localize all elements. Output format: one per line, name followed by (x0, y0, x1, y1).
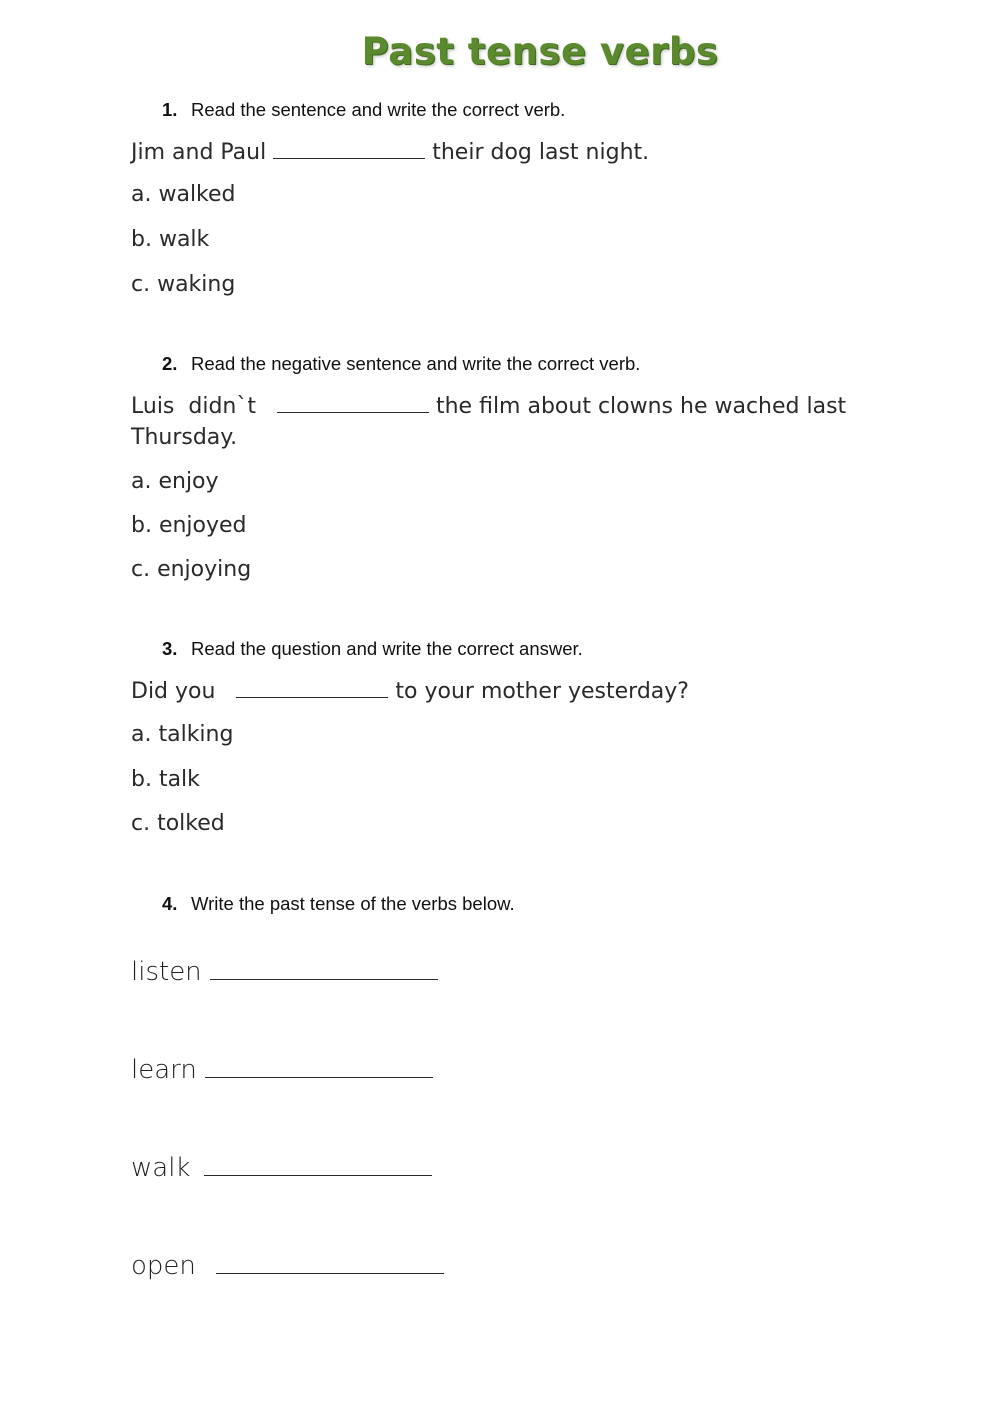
option-a: a. walked (131, 182, 236, 207)
question-4-instruction (162, 893, 515, 915)
verb-label: listen (131, 957, 202, 987)
verb-item-listen (131, 955, 438, 987)
option-c: c. enjoying (131, 557, 252, 582)
question-1-sentence (131, 138, 649, 165)
verb-answer-blank[interactable] (204, 1151, 432, 1176)
verb-item-learn (131, 1053, 433, 1085)
option-a: a. enjoy (131, 469, 219, 494)
option-b: b. talk (131, 767, 200, 792)
option-a: a. talking (131, 722, 234, 747)
sentence-start: Jim and Paul (131, 140, 267, 165)
instruction-text: Read the negative sentence and write the correct verb. (191, 353, 641, 374)
question-1-instruction (162, 99, 565, 121)
verb-answer-blank[interactable] (205, 1053, 433, 1078)
verb-label: learn (131, 1055, 197, 1085)
question-2-instruction (162, 353, 640, 375)
question-number: 4. (162, 893, 178, 914)
question-3-instruction (162, 638, 583, 660)
instruction-text: Read the sentence and write the correct verb. (191, 99, 566, 120)
verb-label: walk (131, 1153, 191, 1183)
sentence-end: the film about clowns he wached last Thursday. (131, 394, 847, 450)
verb-label: open (131, 1251, 196, 1281)
sentence-end: their dog last night. (432, 140, 650, 165)
question-number: 1. (162, 99, 178, 120)
verb-answer-blank[interactable] (210, 955, 438, 980)
verb-answer-blank[interactable] (216, 1249, 444, 1274)
option-b: b. walk (131, 227, 210, 252)
answer-blank[interactable] (273, 138, 425, 159)
verb-item-open (131, 1249, 444, 1281)
verb-item-walk (131, 1151, 432, 1183)
sentence-start: Luis didn`t (131, 394, 256, 419)
option-c: c. waking (131, 272, 236, 297)
answer-blank[interactable] (236, 677, 388, 698)
sentence-end: to your mother yesterday? (395, 679, 689, 704)
option-c: c. tolked (131, 811, 225, 836)
page-title: Past tense verbs (361, 30, 719, 73)
instruction-text: Write the past tense of the verbs below. (191, 893, 515, 914)
instruction-text: Read the question and write the correct answer. (191, 638, 583, 659)
answer-blank[interactable] (277, 392, 429, 413)
question-number: 3. (162, 638, 178, 659)
option-b: b. enjoyed (131, 513, 247, 538)
question-3-sentence (131, 677, 689, 704)
sentence-start: Did you (131, 679, 216, 704)
question-2-sentence (131, 391, 861, 453)
question-number: 2. (162, 353, 178, 374)
